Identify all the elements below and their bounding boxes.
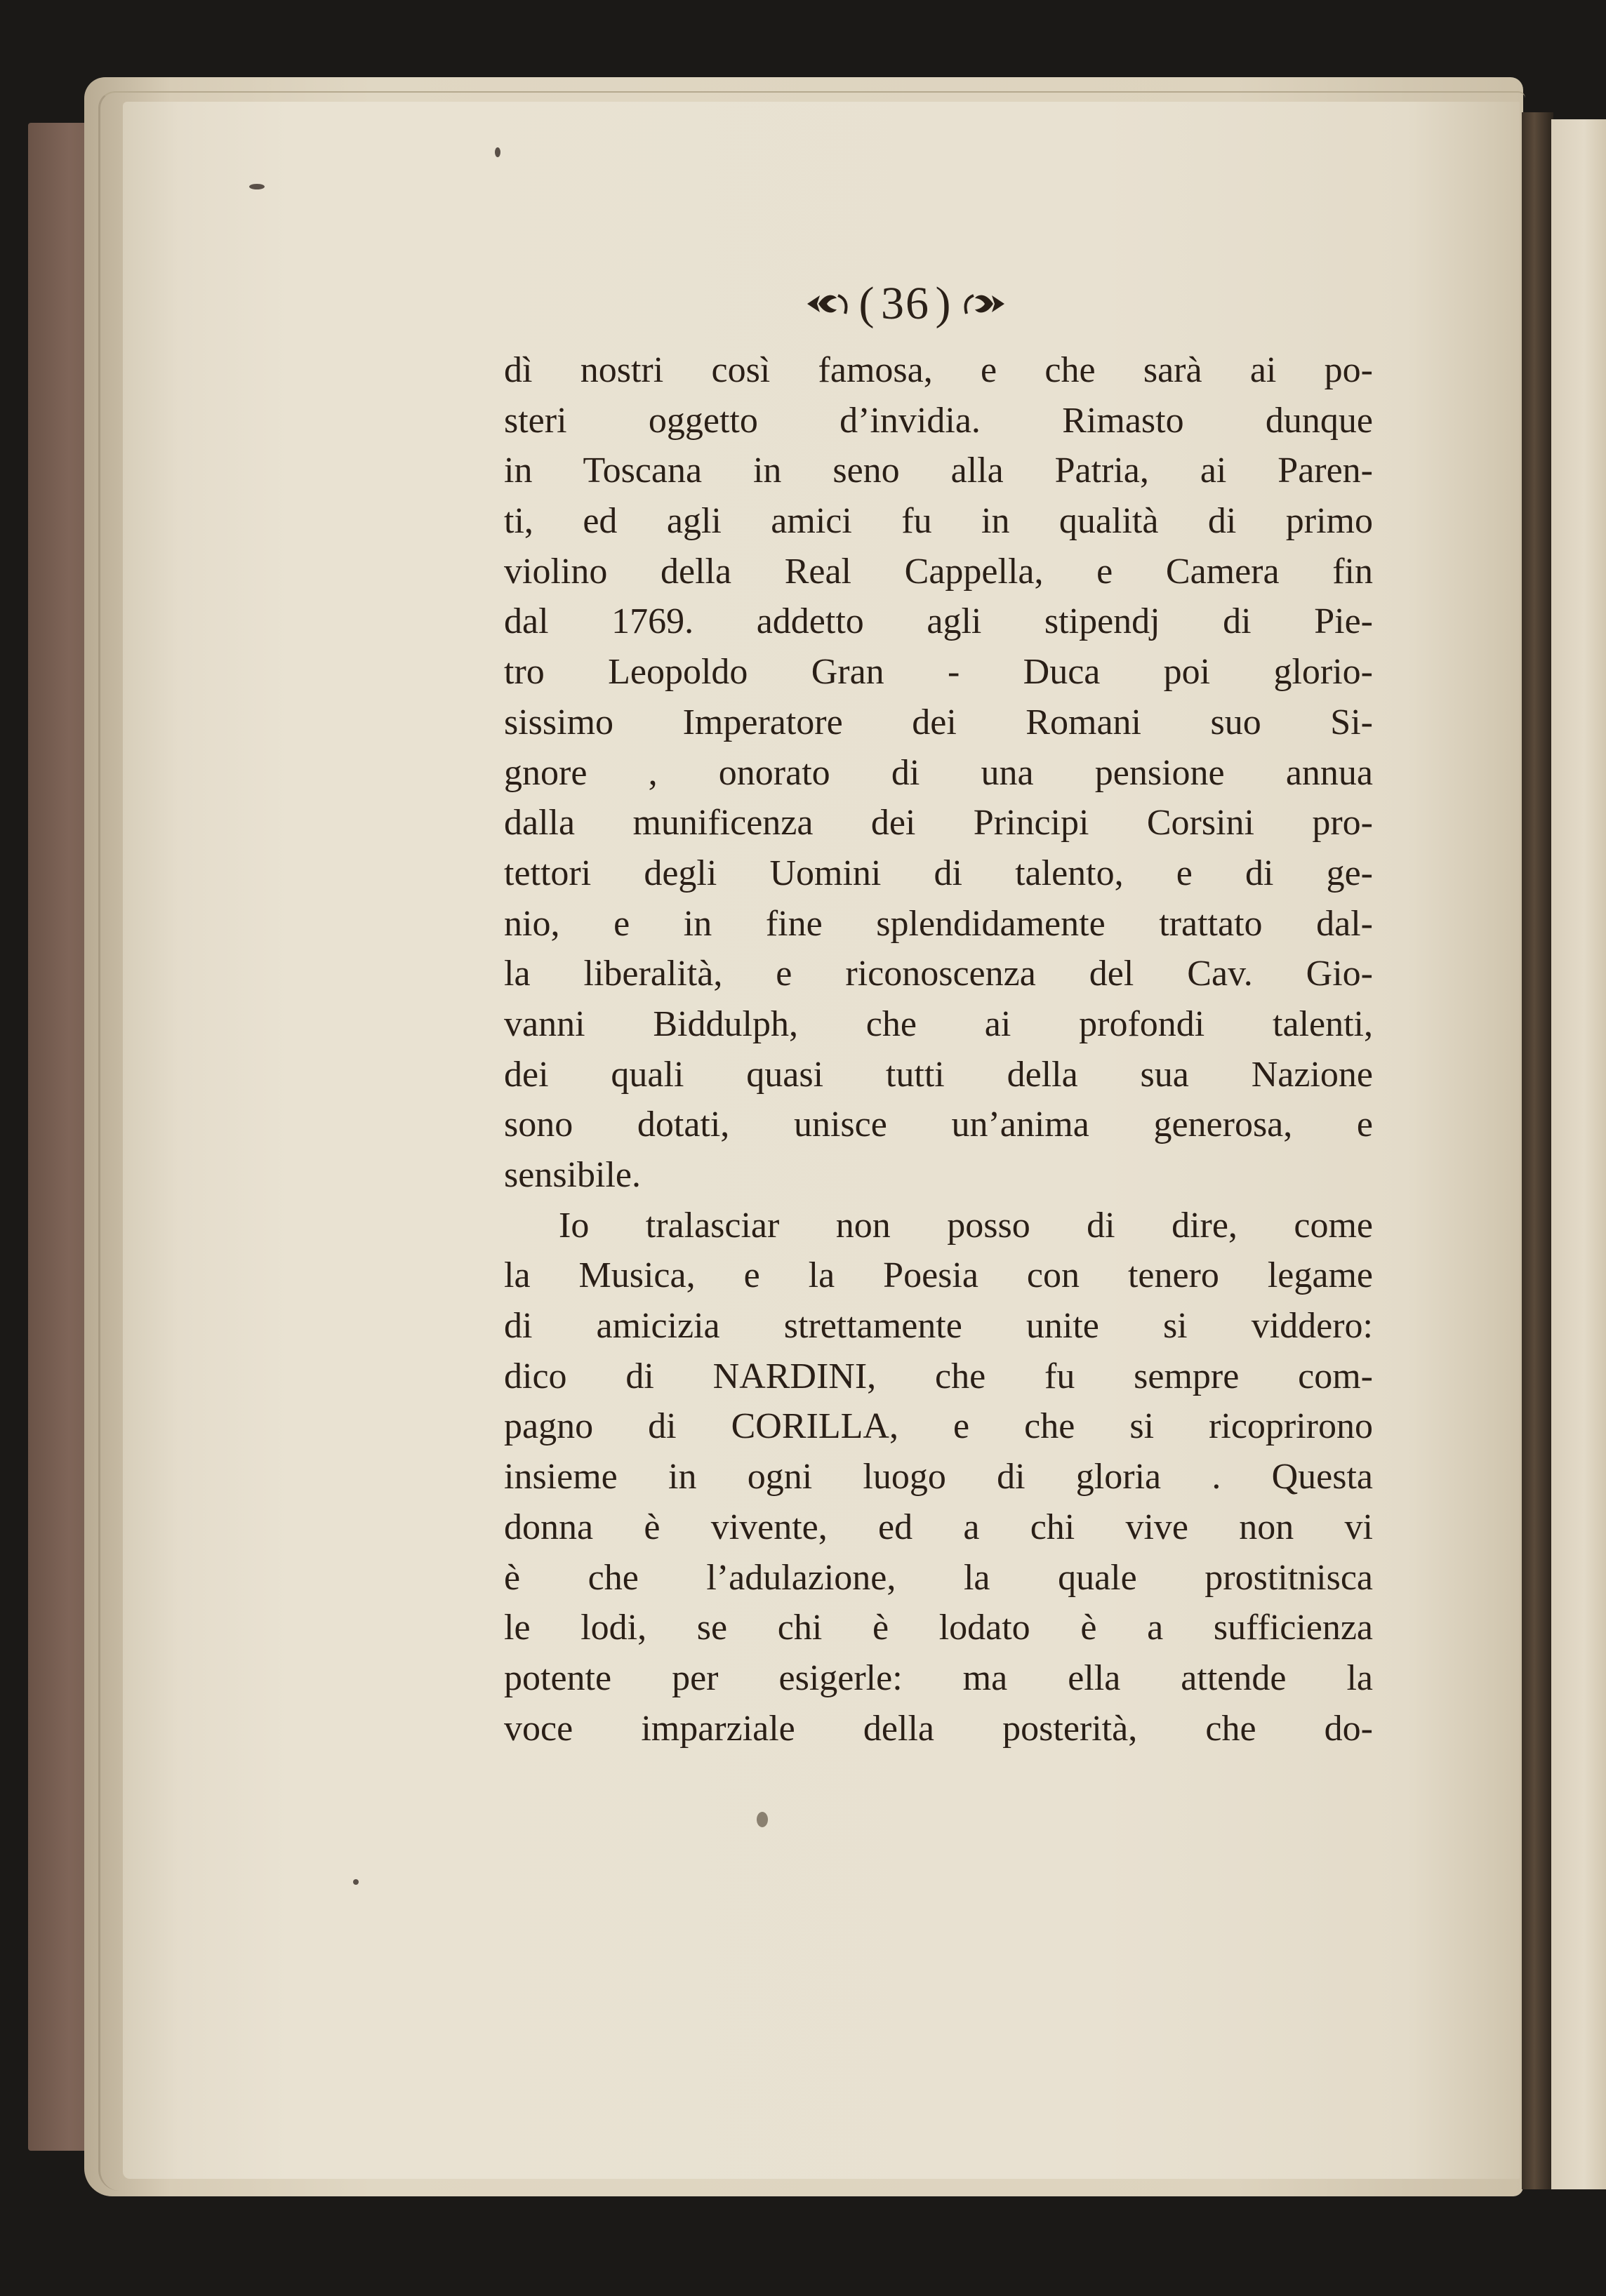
body-text (504, 345, 1373, 1754)
text-line: voce imparziale della posterità, che do- (504, 1708, 1373, 1749)
text-line: violino della Real Cappella, e Camera fin (504, 551, 1373, 592)
text-line: pagno di CORILLA, e che si ricoprirono (504, 1406, 1373, 1447)
text-line: le lodi, se chi è lodato è a sufficienza (504, 1608, 1373, 1648)
text-line: insieme in ogni luogo di gloria . Questa (504, 1457, 1373, 1497)
text-line: ti, ed agli amici fu in qualità di primo (504, 501, 1373, 542)
text-line: la liberalità, e riconoscenza del Cav. Gio- (504, 954, 1373, 994)
text-line: sono dotati, unisce un’anima generosa, e (504, 1104, 1373, 1145)
text-line: vanni Biddulph, che ai profondi talenti, (504, 1003, 1373, 1044)
facing-page-edge (1551, 119, 1606, 2189)
paper-speck (495, 147, 500, 157)
text-line: tro Leopoldo Gran - Duca poi glorio- (504, 652, 1373, 693)
text-line: in Toscana in seno alla Patria, ai Paren- (504, 450, 1373, 491)
book-gutter (1522, 112, 1553, 2189)
text-line: potente per esigerle: ma ella attende la (504, 1657, 1373, 1698)
left-fleuron-ornament-icon (804, 283, 854, 325)
right-fleuron-ornament-icon (958, 283, 1007, 325)
text-line: donna è vivente, ed a chi vive non vi (504, 1507, 1373, 1547)
paragraph-start-line: Io tralasciar non posso di dire, come (559, 1205, 1373, 1246)
text-line: gnore , onorato di una pensione annua (504, 752, 1373, 793)
text-line: dico di NARDINI, che fu sempre com- (504, 1356, 1373, 1396)
text-line: dei quali quasi tutti della sua Nazione (504, 1054, 1373, 1095)
text-line: sissimo Imperatore dei Romani suo Si- (504, 702, 1373, 742)
text-line: è che l’adulazione, la quale prostitnisca (504, 1557, 1373, 1598)
text-line: di amicizia strettamente unite si viddero: (504, 1306, 1373, 1347)
text-line: dal 1769. addetto agli stipendj di Pie- (504, 601, 1373, 642)
page-number: ( 36 ) (858, 278, 953, 329)
text-line: dalla munificenza dei Principi Corsini pro- (504, 803, 1373, 843)
text-line: steri oggetto d’invidia. Rimasto dunque (504, 400, 1373, 441)
paper-speck (353, 1879, 359, 1885)
paper-speck (757, 1812, 768, 1827)
paper-speck (249, 184, 265, 189)
text-line: tettori degli Uomini di talento, e di ge- (504, 853, 1373, 893)
text-line: la Musica, e la Poesia con tenero legame (504, 1255, 1373, 1296)
page-header (772, 272, 1039, 335)
text-line: dì nostri così famosa, e che sarà ai po- (504, 350, 1373, 390)
text-line: nio, e in fine splendidamente trattato dal- (504, 903, 1373, 944)
paragraph-end-line: sensibile. (504, 1155, 641, 1195)
